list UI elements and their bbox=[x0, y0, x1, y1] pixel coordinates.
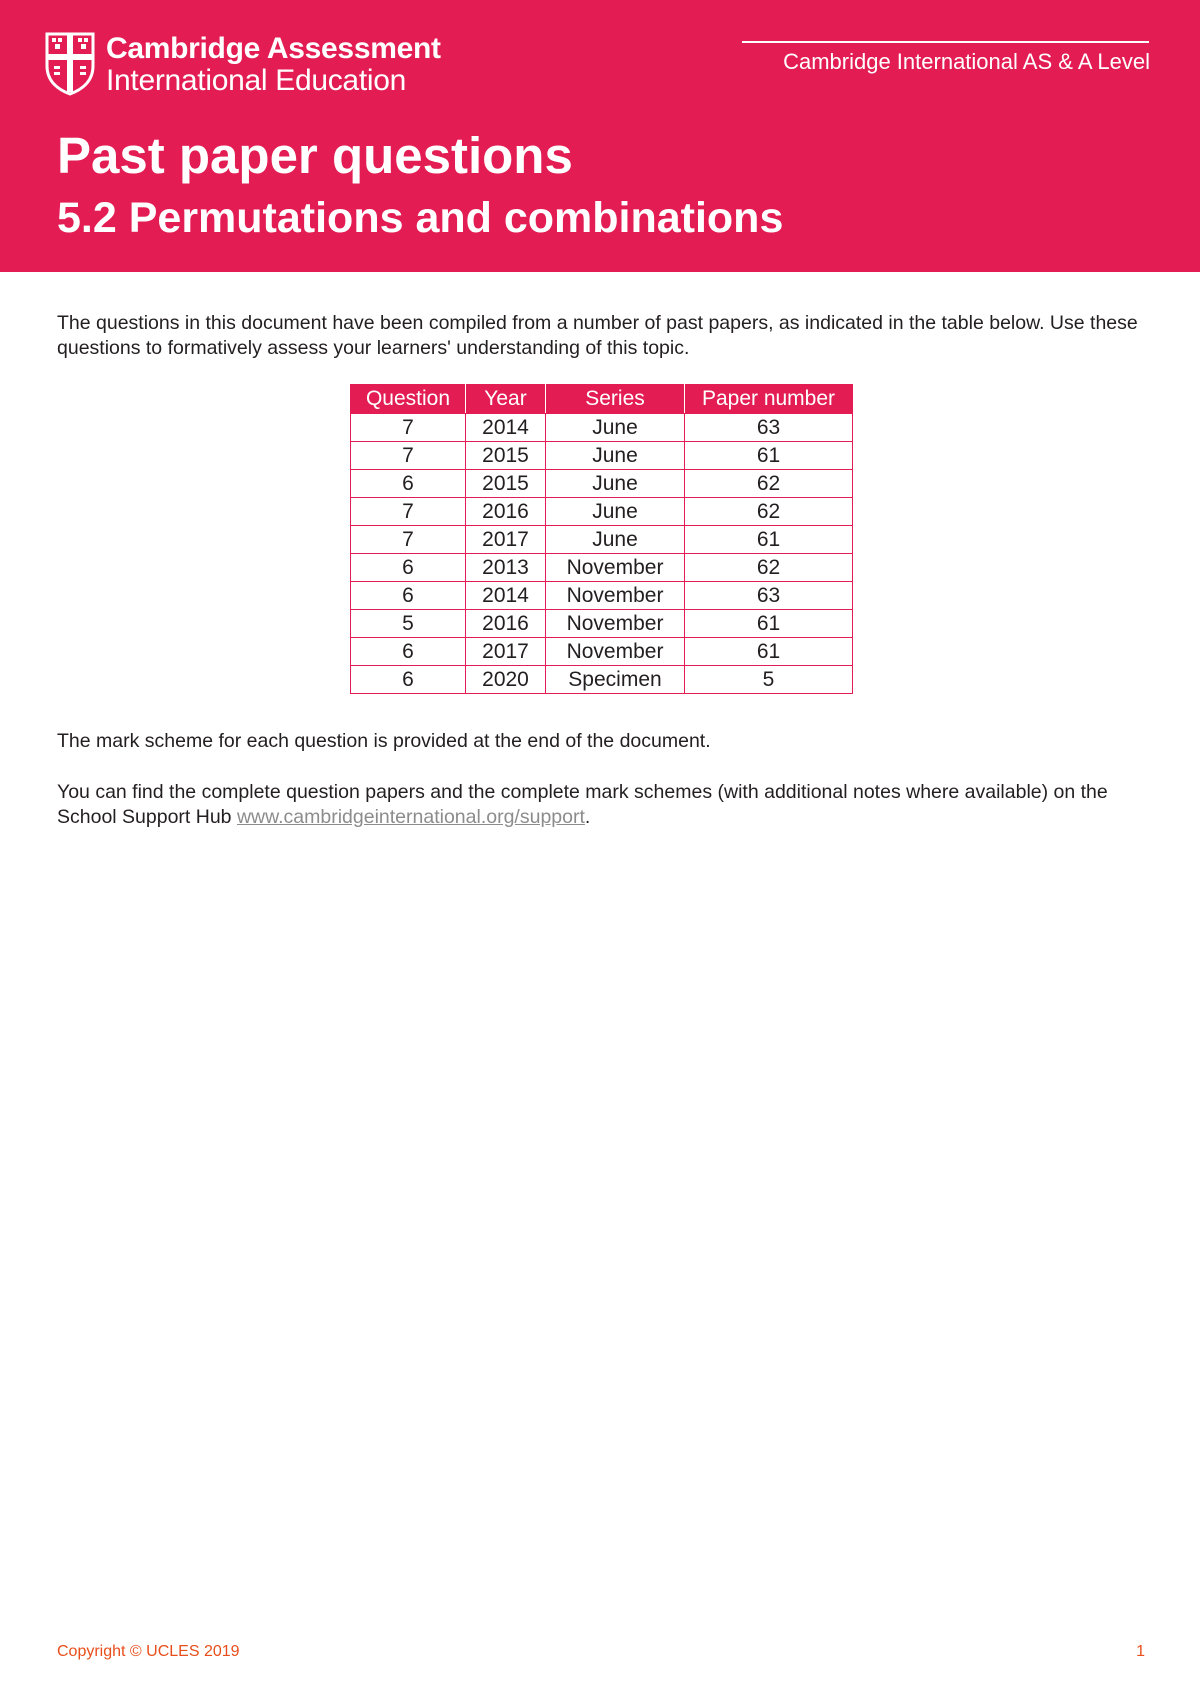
cell-year: 2014 bbox=[466, 414, 546, 442]
cell-question: 7 bbox=[351, 526, 466, 554]
cell-series: June bbox=[546, 470, 685, 498]
cell-series: November bbox=[546, 638, 685, 666]
cell-paper-number: 63 bbox=[685, 582, 853, 610]
table-header-row bbox=[351, 385, 853, 414]
mark-scheme-note: The mark scheme for each question is provided at the end of the document. bbox=[57, 730, 711, 752]
cell-question: 7 bbox=[351, 442, 466, 470]
cell-paper-number: 61 bbox=[685, 638, 853, 666]
cell-series: June bbox=[546, 414, 685, 442]
support-text-end: . bbox=[584, 806, 591, 828]
table-row bbox=[351, 554, 853, 582]
cell-paper-number: 61 bbox=[685, 610, 853, 638]
cell-paper-number: 61 bbox=[685, 526, 853, 554]
cell-year: 2015 bbox=[466, 442, 546, 470]
support-paragraph bbox=[57, 780, 1147, 830]
support-text: You can find the complete question papers and the complete mark schemes (with additional notes where available) on the School Support Hub bbox=[57, 781, 1108, 828]
table-row bbox=[351, 442, 853, 470]
cell-question: 5 bbox=[351, 610, 466, 638]
cell-series: Specimen bbox=[546, 666, 685, 694]
table-row bbox=[351, 470, 853, 498]
table-row bbox=[351, 638, 853, 666]
cambridge-logo bbox=[45, 32, 441, 96]
cell-question: 6 bbox=[351, 582, 466, 610]
cell-series: November bbox=[546, 610, 685, 638]
intro-paragraph: The questions in this document have been compiled from a number of past papers, as indicated in the table below. Use these questions to formatively assess your learners' understanding of this topic. bbox=[57, 312, 1138, 359]
page-title: Past paper questions bbox=[57, 127, 573, 184]
table-row bbox=[351, 582, 853, 610]
cell-question: 6 bbox=[351, 666, 466, 694]
cell-paper-number: 61 bbox=[685, 442, 853, 470]
qualification-label: Cambridge International AS & A Level bbox=[783, 49, 1150, 74]
cell-year: 2015 bbox=[466, 470, 546, 498]
cell-paper-number: 62 bbox=[685, 470, 853, 498]
cell-year: 2017 bbox=[466, 526, 546, 554]
header-question: Question bbox=[351, 385, 466, 414]
cell-year: 2014 bbox=[466, 582, 546, 610]
table-row bbox=[351, 498, 853, 526]
cell-year: 2016 bbox=[466, 610, 546, 638]
cell-year: 2016 bbox=[466, 498, 546, 526]
cell-paper-number: 63 bbox=[685, 414, 853, 442]
cambridge-shield-icon bbox=[45, 32, 95, 96]
support-hub-link[interactable]: www.cambridgeinternational.org/support bbox=[236, 806, 585, 828]
header-series: Series bbox=[546, 385, 685, 414]
logo-line-1: Cambridge Assessment bbox=[106, 32, 441, 65]
cell-question: 7 bbox=[351, 414, 466, 442]
cell-paper-number: 5 bbox=[685, 666, 853, 694]
cell-question: 7 bbox=[351, 498, 466, 526]
qualification-rule bbox=[742, 41, 1149, 43]
logo-line-2: International Education bbox=[106, 64, 406, 97]
cell-question: 6 bbox=[351, 554, 466, 582]
cell-year: 2020 bbox=[466, 666, 546, 694]
page-number: 1 bbox=[1136, 1643, 1145, 1660]
cell-paper-number: 62 bbox=[685, 554, 853, 582]
cell-series: June bbox=[546, 526, 685, 554]
table-row bbox=[351, 526, 853, 554]
header-year: Year bbox=[466, 385, 546, 414]
table-row bbox=[351, 414, 853, 442]
table-row bbox=[351, 666, 853, 694]
cell-series: November bbox=[546, 582, 685, 610]
cell-question: 6 bbox=[351, 470, 466, 498]
cell-year: 2013 bbox=[466, 554, 546, 582]
copyright-notice: Copyright © UCLES 2019 bbox=[57, 1643, 240, 1660]
cell-series: June bbox=[546, 442, 685, 470]
page-subtitle: 5.2 Permutations and combinations bbox=[57, 194, 784, 242]
cell-paper-number: 62 bbox=[685, 498, 853, 526]
past-papers-table bbox=[350, 384, 853, 694]
cell-question: 6 bbox=[351, 638, 466, 666]
cell-series: June bbox=[546, 498, 685, 526]
header-paper-number: Paper number bbox=[685, 385, 853, 414]
cell-year: 2017 bbox=[466, 638, 546, 666]
cell-series: November bbox=[546, 554, 685, 582]
table-row bbox=[351, 610, 853, 638]
